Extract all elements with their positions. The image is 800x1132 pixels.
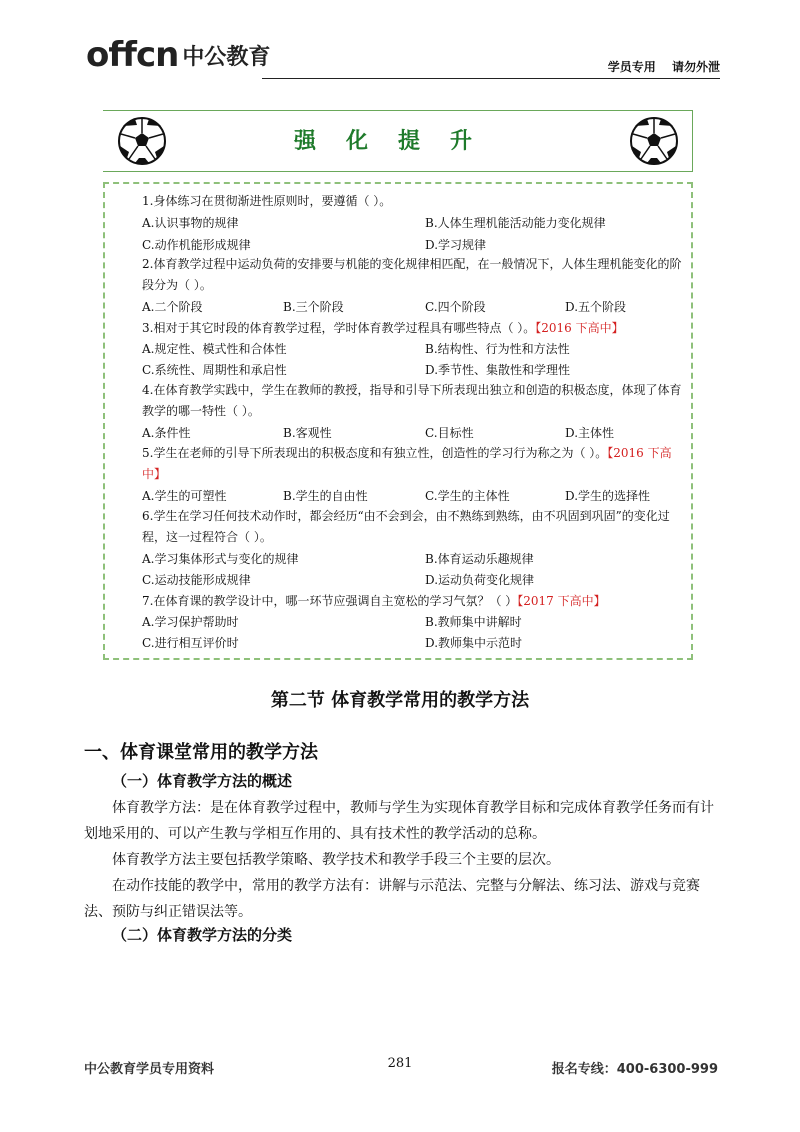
question-6-stem: 6.学生在学习任何技术动作时，都会经历“由不会到会，由不熟练到熟练，由不巩固到巩固”的变化过程，这一过程符合（ ）。 [142,509,670,544]
section-title: 第二节 体育教学常用的教学方法 [270,690,530,711]
question-3-option-a: A.规定性、模式性和合体性 [142,342,287,356]
question-5-stem: 5.学生在老师的引导下所表现出的积极态度和有独立性，创造性的学习行为称之为（ ）。 [142,446,608,460]
question-4-option-c: C.目标性 [425,426,474,440]
question-5-exam-tag: 【2016 下高中】 [142,446,672,481]
footer-label: 中公教育学员专用资料 [84,1062,215,1077]
question-7-option-b: B.教师集中讲解时 [425,615,522,629]
question-2-stem: 2.体育教学过程中运动负荷的安排要与机能的变化规律相匹配，在一般情况下，人体生理机能变化的阶段分为（ ）。 [142,257,682,292]
question-1-option-d: D.学习规律 [425,238,487,252]
question-6-option-a: A.学习集体形式与变化的规律 [142,552,299,566]
question-7-exam-tag: 【2017 下高中】 [517,594,606,608]
question-3-option-c: C.系统性、周期性和承启性 [142,363,287,377]
question-5-option-c: C.学生的主体性 [425,489,510,503]
offcn-logo [86,35,271,75]
question-7-option-c: C.进行相互评价时 [142,636,239,650]
question-6-option-b: B.体育运动乐趣规律 [425,552,534,566]
question-7-line [142,593,606,609]
question-2-option-c: C.四个阶段 [425,300,486,314]
question-2-option-d: D.五个阶段 [565,300,627,314]
footer-hotline: 报名专线：400-6300-999 [551,1062,718,1077]
question-2-option-a: A.二个阶段 [142,300,203,314]
banner-top-rule [103,110,693,111]
header-rule [262,78,720,79]
heading-classification: （二）体育教学方法的分类 [112,926,293,944]
question-4-option-b: B.客观性 [283,426,332,440]
question-7-option-a: A.学习保护帮助时 [142,615,239,629]
question-1-stem: 1.身体练习在贯彻渐进性原则时，要遵循（ ）。 [142,194,392,208]
header-label-confidential: 请勿外泄 [671,60,720,74]
question-3-option-b: B.结构性、行为性和方法性 [425,342,570,356]
header-labels [596,58,720,75]
question-6-option-d: D.运动负荷变化规律 [425,573,535,587]
practice-banner [103,110,693,172]
exercise-box [103,182,693,660]
banner-title: 强化提升 [293,129,502,154]
banner-bottom-rule [103,171,693,172]
question-4-option-a: A.条件性 [142,426,191,440]
paragraph-levels: 体育教学方法主要包括教学策略、教学技术和教学手段三个主要的层次。 [112,852,560,868]
question-7-stem: 7.在体育课的教学设计中，哪一环节应强调自主宽松的学习气氛？（ ） [142,594,518,608]
question-4-option-d: D.主体性 [565,426,615,440]
question-1-option-b: B.人体生理机能活动能力变化规律 [425,216,606,230]
header-label-students: 学员专用 [607,60,656,74]
question-3-stem: 3.相对于其它时段的体育教学过程，学时体育教学过程具有哪些特点（ ）。 [142,321,536,335]
question-5-option-d: D.学生的选择性 [565,489,651,503]
paragraph-common-methods: 在动作技能的教学中，常用的教学方法有：讲解与示范法、完整与分解法、练习法、游戏与竞赛法、预防与纠正错误法等。 [84,878,700,920]
question-5-option-a: A.学生的可塑性 [142,489,227,503]
page-number: 281 [387,1056,413,1071]
logo-cn: 中公教育 [182,45,271,70]
question-5-option-b: B.学生的自由性 [283,489,368,503]
heading-overview: （一）体育教学方法的概述 [112,772,293,790]
question-3-option-d: D.季节性、集散性和学理性 [425,363,571,377]
question-2-option-b: B.三个阶段 [283,300,344,314]
question-3-line [142,320,624,336]
question-3-exam-tag: 【2016 下高中】 [535,321,624,335]
heading-level-1: 一、体育课堂常用的教学方法 [84,742,318,763]
logo-en: offcn [86,35,179,75]
question-6-option-c: C.运动技能形成规律 [142,573,251,587]
question-7-option-d: D.教师集中示范时 [425,636,523,650]
question-5-line [142,443,687,485]
question-1-option-c: C.动作机能形成规律 [142,238,251,252]
question-4-stem: 4.在体育教学实践中，学生在教师的教授，指导和引导下所表现出独立和创造的积极态度，体现了体育教学的哪一特性（ ）。 [142,383,682,418]
soccer-ball-icon [629,116,679,166]
paragraph-definition: 体育教学方法：是在体育教学过程中，教师与学生为实现体育教学目标和完成体育教学任务而有计划地采用的、可以产生教与学相互作用的、具有技术性的教学活动的总称。 [84,800,714,842]
question-1-option-a: A.认识事物的规律 [142,216,239,230]
